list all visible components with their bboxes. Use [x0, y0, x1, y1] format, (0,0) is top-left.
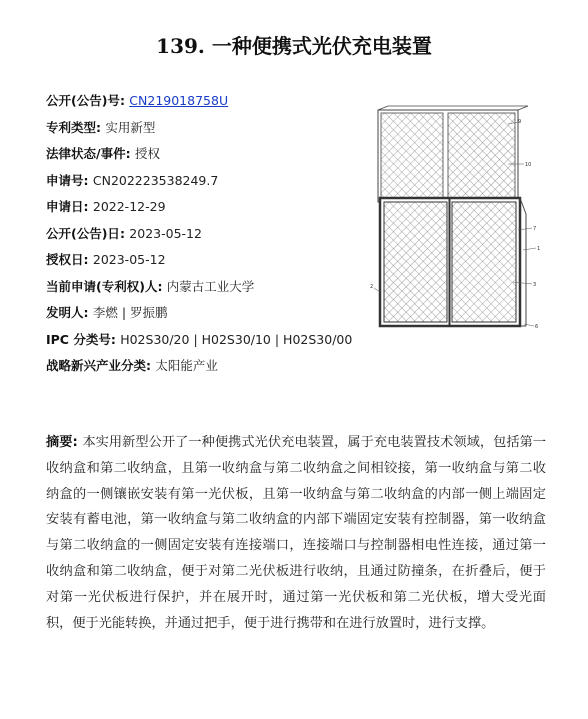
figure-label: 6: [535, 324, 539, 330]
figure-label: 1: [537, 246, 541, 252]
page-title: 139. 一种便携式光伏充电装置: [156, 34, 432, 58]
figure-label: 2: [370, 284, 374, 290]
field-value: 太阳能产业: [155, 358, 218, 373]
lower-panel: [380, 198, 526, 326]
field-publication-date: 公开(公告)日: 2023-05-12: [46, 225, 202, 241]
field-key: 公开(公告)号: [46, 93, 120, 108]
field-key: 授权日: [46, 252, 84, 267]
figure-label: 9: [518, 119, 522, 125]
field-ipc: IPC 分类号: H02S30/20 | H02S30/10 | H02S30/00: [46, 331, 353, 347]
field-key: 申请号: [46, 172, 84, 188]
field-value: 李燃 | 罗振鹏: [92, 305, 168, 320]
field-key: IPC 分类号: [46, 331, 111, 347]
field-key: 专利类型: [46, 119, 97, 135]
abstract: 摘要: 本实用新型公开了一种便携式光伏充电装置，属于充电装置技术领域，包括第一收纳盒和第二收纳盒，且第一收纳盒与第二收纳盒之间相铰接，第一收纳盒与第二收纳盒的一侧镶嵌安装有第一光伏板，且第一收纳盒与第二收纳盒的内部一侧上端固定安装有蓄电池，第一收纳盒与第二收纳盒的内部下端固定安装有控制器，第一收纳盒与第二收纳盒的一侧固定安装有连接端口，连接端口与控制器相电性连接，通过第一收纳盒和第二收纳盒，便于对第二光伏板进行收纳，且通过防撞条，在折叠后，便于对第一光伏板进行保护，并在展开时，通过第一光伏板和第二光伏板，增大受光面积，便于光能转换，并通过把手，便于进行携带和在进行放置时，进行支撑。: [46, 435, 547, 631]
patent-drawing: [368, 104, 548, 334]
field-key: 战略新兴产业分类: [46, 358, 147, 373]
field-key: 公开(公告)日: [46, 225, 120, 241]
field-grant-date: 授权日: 2023-05-12: [46, 252, 166, 267]
field-value: H02S30/20 | H02S30/10 | H02S30/00: [120, 331, 353, 347]
field-value: 实用新型: [105, 119, 156, 135]
field-key: 发明人: [46, 305, 84, 320]
field-key: 申请日: [46, 199, 84, 214]
figure-label: 10: [525, 162, 532, 168]
figure-label: 3: [533, 282, 537, 288]
upper-panel: [378, 106, 528, 202]
field-application-number: 申请号: CN202223538249.7: [46, 172, 219, 188]
field-value: 2023-05-12: [92, 252, 166, 267]
field-industry: 战略新兴产业分类: 太阳能产业: [46, 358, 218, 373]
field-value: 2023-05-12: [129, 225, 202, 241]
field-applicant: 当前申请(专利权)人: 内蒙古工业大学: [46, 278, 255, 294]
abstract-label: 摘要: [46, 435, 73, 450]
field-value: 内蒙古工业大学: [166, 278, 255, 294]
field-publication-number: 公开(公告)号: CN219018758U: [46, 93, 229, 108]
field-value: CN202223538249.7: [92, 172, 219, 188]
field-key: 当前申请(专利权)人: [46, 278, 158, 294]
field-key: 法律状态/事件: [46, 146, 126, 161]
publication-number-link[interactable]: CN219018758U: [129, 93, 229, 108]
field-patent-type: 专利类型: 实用新型: [46, 119, 156, 135]
figure-label: 7: [533, 226, 537, 232]
abstract-text: 本实用新型公开了一种便携式光伏充电装置，属于充电装置技术领域，包括第一收纳盒和第二收纳盒，且第一收纳盒与第二收纳盒之间相铰接，第一收纳盒与第二收纳盒的一侧镶嵌安装有第一光伏板，且第一收纳盒与第二收纳盒的内部一侧上端固定安装有蓄电池，第一收纳盒与第二收纳盒的内部下端固定安装有控制器，第一收纳盒与第二收纳盒的一侧固定安装有连接端口，连接端口与控制器相电性连接，通过第一收纳盒和第二收纳盒，便于对第二光伏板进行收纳，且通过防撞条，在折叠后，便于对第一光伏板进行保护，并在展开时，通过第一光伏板和第二光伏板，增大受光面积，便于光能转换，并通过把手，便于进行携带和在进行放置时，进行支撑。: [46, 435, 547, 631]
field-application-date: 申请日: 2022-12-29: [46, 199, 166, 214]
field-value: 授权: [134, 146, 160, 161]
patent-fields: [46, 92, 366, 384]
field-legal-status: 法律状态/事件: 授权: [46, 146, 160, 161]
field-value: 2022-12-29: [92, 199, 166, 214]
field-inventors: 发明人: 李燃 | 罗振鹏: [46, 305, 168, 320]
